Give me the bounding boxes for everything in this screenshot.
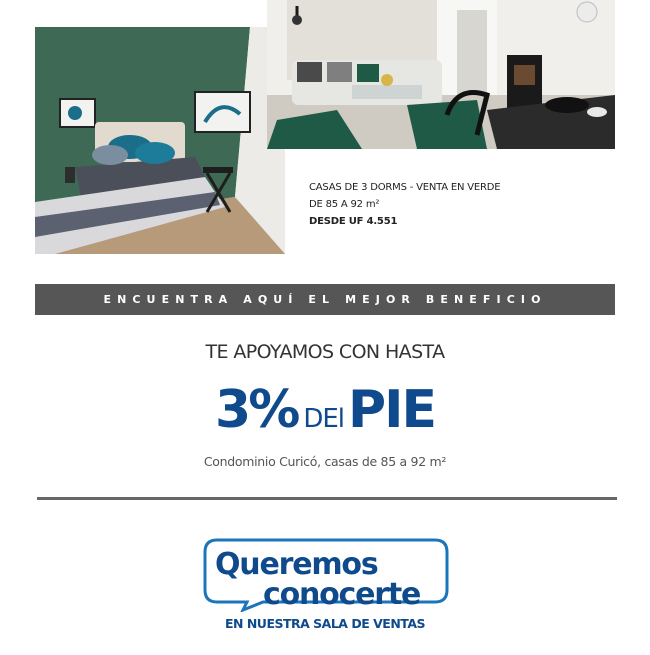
connector-word: DEl [303,404,344,434]
property-info [309,179,569,230]
bedroom-photo-icon [35,27,285,254]
property-price: DESDE UF 4.551 [309,216,398,227]
support-title: TE APOYAMOS CON HASTA [205,341,445,363]
condominium-subtitle: Condominio Curicó, casas de 85 a 92 m² [203,454,447,469]
living-room-photo [267,0,615,149]
pie-word: PIE [347,380,435,440]
benefit-banner: ENCUENTRA AQUÍ EL MEJOR BENEFICIO [35,284,615,315]
down-payment-headline [0,380,650,440]
logo-line1: Queremos [215,547,378,582]
living-room-photo-icon [267,0,615,149]
percent-value: 3% [215,380,298,440]
property-type: CASAS DE 3 DORMS - VENTA EN VERDE [309,182,501,193]
property-size: DE 85 A 92 m² [309,199,380,210]
logo-speech-bubble-icon [203,538,449,612]
logo-line2: conocerte [263,577,421,612]
queremos-conocerte-logo [203,538,449,612]
bedroom-photo [35,27,285,254]
section-divider [37,497,617,500]
logo-tagline: EN NUESTRA SALA DE VENTAS [224,616,426,631]
